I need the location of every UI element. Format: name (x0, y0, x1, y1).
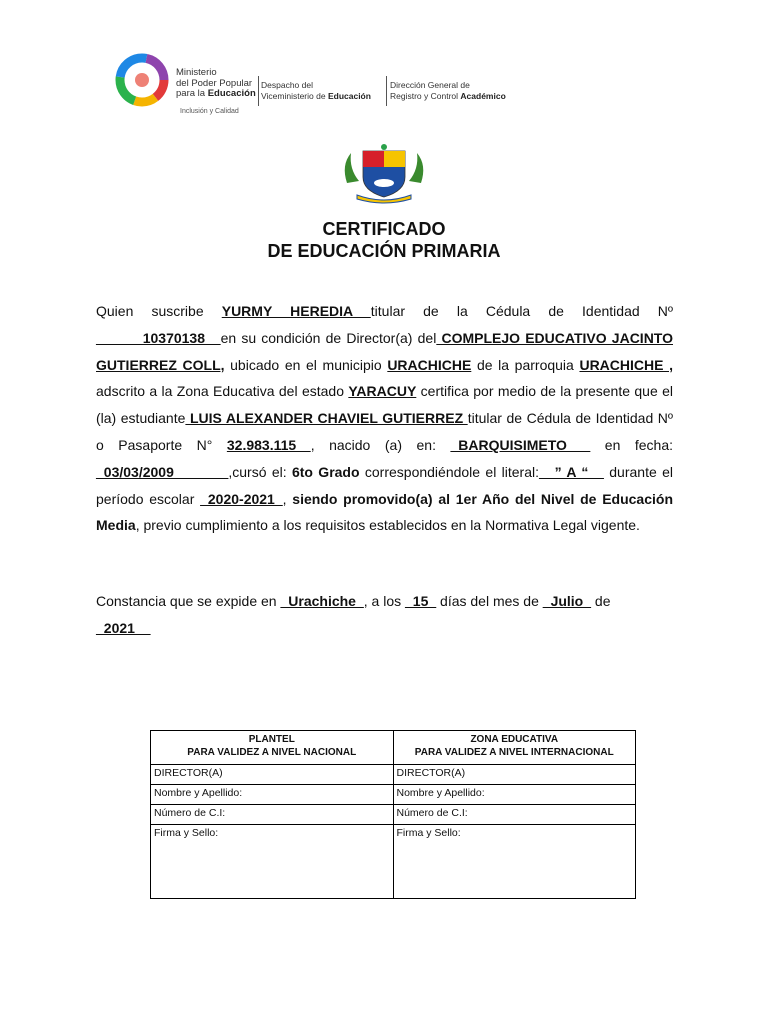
table-cell: DIRECTOR(A) (151, 765, 394, 785)
school-name: COMPLEJO EDUCATIVO JACINTO GUTIERREZ COLL, (96, 329, 673, 373)
table-cell: Número de C.I: (393, 805, 636, 825)
parish: URACHICHE , (579, 356, 673, 373)
table-cell: Nombre y Apellido: (151, 785, 394, 805)
student-passport: 32.983.115 (226, 436, 311, 453)
issue-city: _Urachiche_ (280, 593, 364, 609)
table-cell: Firma y Sello: (393, 825, 636, 899)
birthplace: _BARQUISIMETO___ (450, 436, 591, 453)
certificate-body: Quien suscribe YURMY HEREDIA titular de la Cédula de Identidad Nº ______10370138__en su condición de Director(a) del COMPLEJO EDUCATIVO JACINTO GUTIERREZ COLL, ubicado en el municipio URACHICHE de la parroquia URACHICHE , adscrito a la Zona Educativa del estado YARACUY certifica por medio de la presente que el (la) estudiante LUIS ALEXANDER CHAVIEL GUTIERREZ titular de Cédula de Identidad Nº o Pasaporte N° 32.983.115 , nacido (a) en: _BARQUISIMETO___ en fecha: _03/03/2009_______,cursó el: 6to Grado correspondiéndole el literal:__” A “__ durante el período escolar _2020-2021_, siendo promovido(a) al 1er Año del Nivel de Educación Media, previo cumplimiento a los requisitos establecidos en la Normativa Legal vigente. (96, 303, 674, 534)
signature-table (150, 730, 636, 899)
birthdate: _03/03/2009_______ (96, 463, 229, 480)
issuance-statement: Constancia que se expide en _Urachiche_, a los _15_ días del mes de _Julio_ de _2021__ (96, 593, 611, 636)
literal-grade: __” A “__ (539, 463, 604, 480)
issue-year: _2021__ (96, 619, 151, 636)
ministry-header (112, 50, 542, 120)
table-cell: Nombre y Apellido: (393, 785, 636, 805)
direccion-text: Dirección General de Registro y Control Académico (390, 80, 506, 101)
issue-day: _15_ (405, 593, 437, 609)
promotion-text: siendo promovido(a) al 1er Año del Nivel de Educación Media (96, 490, 673, 534)
table-cell: DIRECTOR(A) (393, 765, 636, 785)
student-name: LUIS ALEXANDER CHAVIEL GUTIERREZ (185, 410, 468, 427)
document-title: CERTIFICADO DE EDUCACIÓN PRIMARIA (267, 219, 501, 261)
school-period: _2020-2021_ (200, 490, 283, 507)
director-name: YURMY HEREDIA (221, 303, 371, 319)
state: YARACUY (348, 383, 417, 400)
ministry-name: Ministerio del Poder Popular para la Educación (176, 67, 256, 99)
table-cell: Número de C.I: (151, 805, 394, 825)
ministry-tagline: Inclusión y Calidad (180, 108, 239, 115)
despacho-text: Despacho del Viceministerio de Educación (261, 80, 371, 101)
header-divider (258, 76, 259, 106)
coat-of-arms-icon (337, 143, 431, 205)
header-divider (386, 76, 387, 106)
table-cell: Firma y Sello: (151, 825, 394, 899)
grade: 6to Grado (291, 463, 360, 480)
plantel-header: PLANTEL PARA VALIDEZ A NIVEL NACIONAL (151, 731, 394, 765)
director-ci: ______10370138__ (96, 329, 221, 346)
ministry-logo-icon (112, 50, 172, 110)
municipality: URACHICHE (387, 356, 472, 373)
zona-educativa-header: ZONA EDUCATIVA PARA VALIDEZ A NIVEL INTERNACIONAL (393, 731, 636, 765)
issue-month: _Julio_ (542, 593, 592, 609)
